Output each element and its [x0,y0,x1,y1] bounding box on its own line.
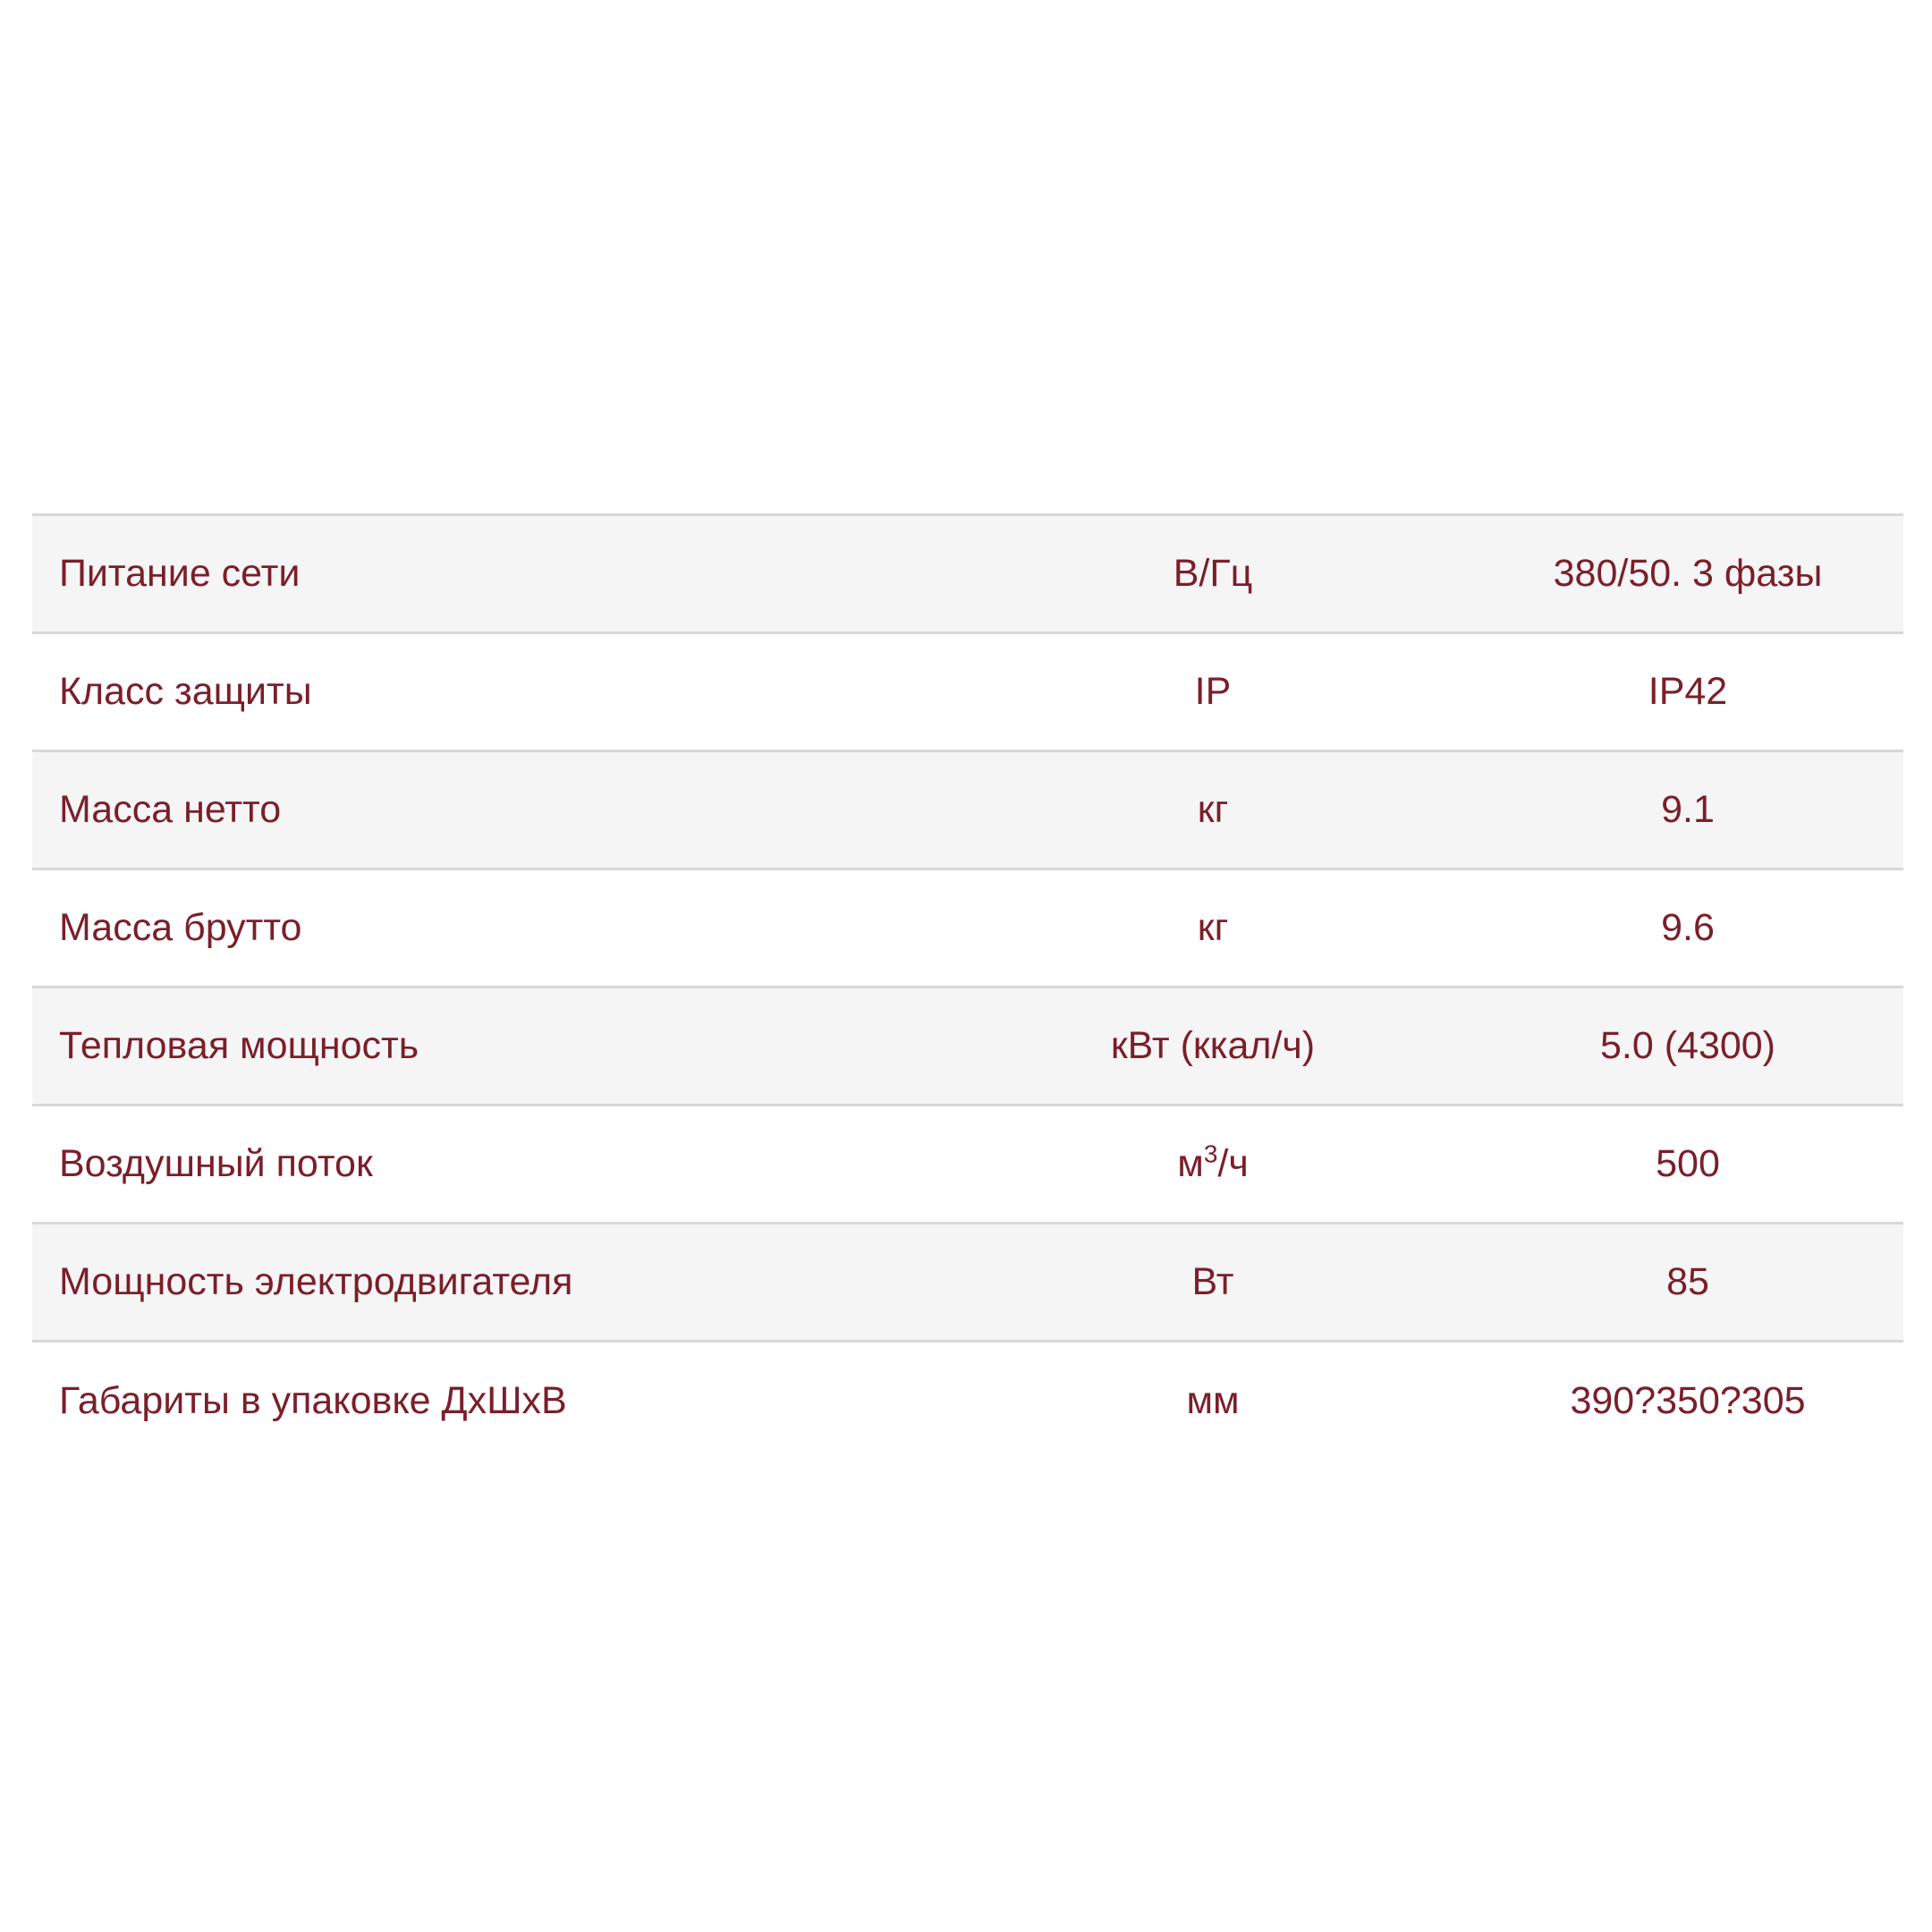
spec-unit: Вт [1191,1260,1234,1303]
spec-value: 5.0 (4300) [1599,1024,1776,1067]
spec-unit: кВт (ккал/ч) [1110,1024,1316,1067]
spec-unit: В/Гц [1173,552,1253,595]
spec-name: Масса брутто [59,906,302,949]
spec-unit [953,1106,1472,1224]
spec-value: 9.1 [1661,788,1715,831]
spec-unit: мм [1186,1378,1240,1422]
spec-value: 380/50. 3 фазы [1553,552,1823,595]
spec-name: Класс защиты [59,670,312,713]
spec-value: 390?350?305 [1570,1378,1806,1422]
spec-unit: кг [1197,906,1229,949]
spec-value: IP42 [1648,670,1728,713]
spec-value: 500 [1656,1142,1720,1185]
table-row [32,633,1903,751]
table-row [32,515,1903,633]
spec-name: Тепловая мощность [59,1024,419,1067]
spec-unit: IP [1194,670,1232,713]
spec-name: Масса нетто [59,788,282,831]
unit-superscript: 3 [1203,1140,1218,1168]
table-row [32,751,1903,869]
spec-name: Габариты в упаковке ДхШхВ [59,1378,567,1422]
spec-name: Мощность электродвигателя [59,1260,573,1303]
unit-base: м [1177,1142,1204,1185]
spec-value: 85 [1666,1260,1709,1303]
table-row [32,1342,1903,1460]
table-row [32,987,1903,1106]
spec-name: Питание сети [59,552,301,595]
spec-name: Воздушный поток [59,1142,373,1185]
unit-rest: /ч [1217,1142,1249,1185]
spec-unit: кг [1197,788,1229,831]
table-row [32,869,1903,987]
specifications-table [32,513,1903,1460]
table-row [32,1106,1903,1224]
table-row [32,1224,1903,1342]
spec-value: 9.6 [1661,906,1715,949]
